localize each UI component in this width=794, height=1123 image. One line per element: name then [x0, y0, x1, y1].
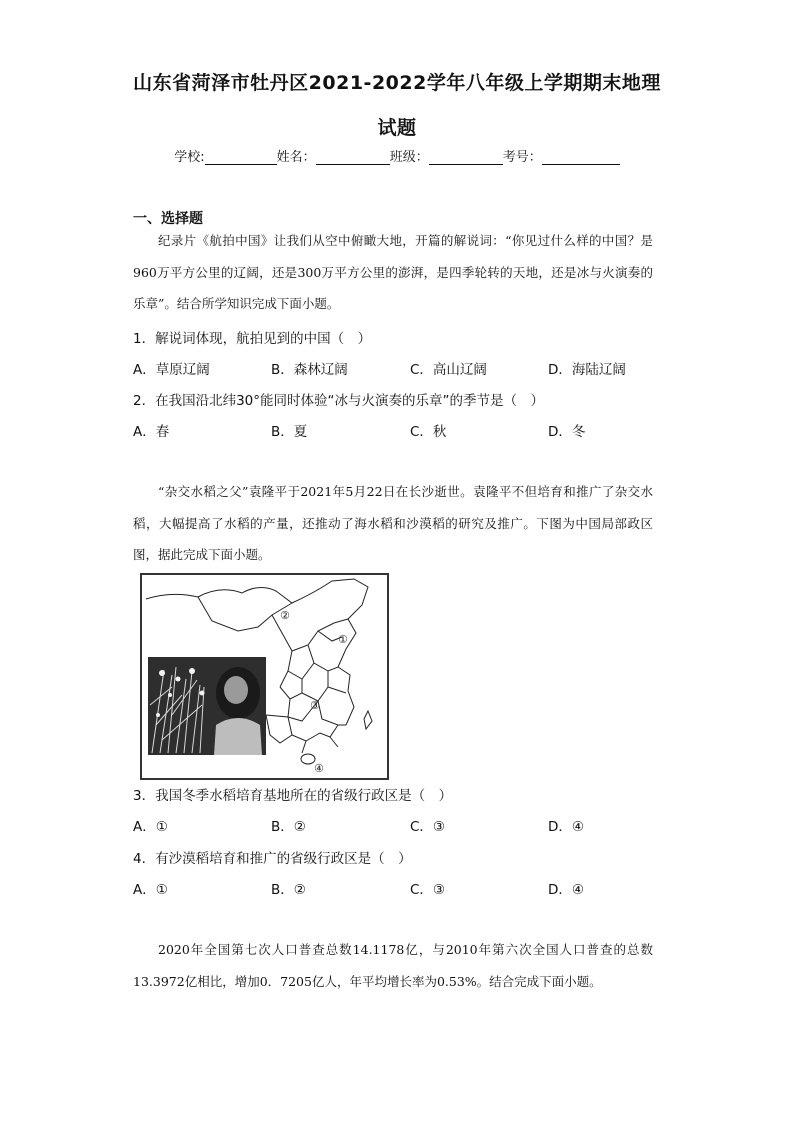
option-b[interactable]: B．②: [271, 819, 306, 835]
class-blank[interactable]: [429, 150, 503, 165]
name-blank[interactable]: [316, 150, 390, 165]
option-a[interactable]: A．春: [133, 424, 170, 440]
option-d[interactable]: D．海陆辽阔: [548, 362, 626, 378]
passage-yuan-longping: “杂交水稻之父”袁隆平于2021年5月22日在长沙逝世。袁隆平不但培育和推广了杂交水稻，大幅提高了水稻的产量，还推动了海水稻和沙漠稻的研究及推广。下图为中国局部政区图，据此完成下面小题。: [133, 484, 653, 562]
china-political-map: [140, 573, 389, 780]
option-a[interactable]: A．草原辽阔: [133, 362, 210, 378]
option-d[interactable]: D．④: [548, 882, 584, 898]
question-1: 1．解说词体现，航拍见到的中国（ ）: [133, 331, 372, 347]
page-title: 山东省菏泽市牡丹区2021-2022学年八年级上学期期末地理: [133, 72, 661, 94]
map-drawing: [142, 575, 387, 778]
question-4: 4．有沙漠稻培育和推广的省级行政区是（ ）: [133, 851, 412, 867]
option-a[interactable]: A．①: [133, 819, 168, 835]
option-c[interactable]: C．高山辽阔: [410, 362, 487, 378]
student-info-line: [0, 146, 794, 165]
exam-no-label: 考号：: [502, 150, 542, 165]
option-c[interactable]: C．秋: [410, 424, 447, 440]
map-label-1: ①: [338, 633, 348, 646]
passage-aerial-china: 纪录片《航拍中国》让我们从空中俯瞰大地，开篇的解说词：“你见过什么样的中国？是960万平方公里的辽阔，还是300万平方公里的澎湃，是四季轮转的天地，还是冰与火演奏的乐章”。结合所学知识完成下面小题。: [133, 233, 653, 311]
option-b[interactable]: B．森林辽阔: [271, 362, 348, 378]
page-title-continued: 试题: [377, 117, 417, 139]
option-a[interactable]: A．①: [133, 882, 168, 898]
option-d[interactable]: D．冬: [548, 424, 586, 440]
section-title: 一、选择题: [133, 211, 203, 227]
map-label-4: ④: [314, 762, 324, 775]
school-blank[interactable]: [205, 150, 277, 165]
passage-census: 2020年全国第七次人口普查总数14.1178亿，与2010年第六次全国人口普查的总数13.3972亿相比，增加0．7205亿人，年平均增长率为0.53%。结合完成下面小题。: [133, 942, 653, 989]
exam-no-blank[interactable]: [542, 150, 620, 165]
class-label: 班级：: [389, 150, 429, 165]
name-label: 姓名：: [276, 150, 316, 165]
school-label: 学校:: [174, 150, 205, 165]
option-b[interactable]: B．夏: [271, 424, 308, 440]
question-2: 2．在我国沿北纬30°能同时体验“冰与火演奏的乐章”的季节是（ ）: [133, 393, 545, 409]
option-c[interactable]: C．③: [410, 882, 446, 898]
option-b[interactable]: B．②: [271, 882, 306, 898]
map-label-3: ③: [310, 699, 320, 712]
option-c[interactable]: C．③: [410, 819, 446, 835]
option-d[interactable]: D．④: [548, 819, 584, 835]
question-3: 3．我国冬季水稻培育基地所在的省级行政区是（ ）: [133, 788, 453, 804]
map-label-2: ②: [280, 609, 290, 622]
